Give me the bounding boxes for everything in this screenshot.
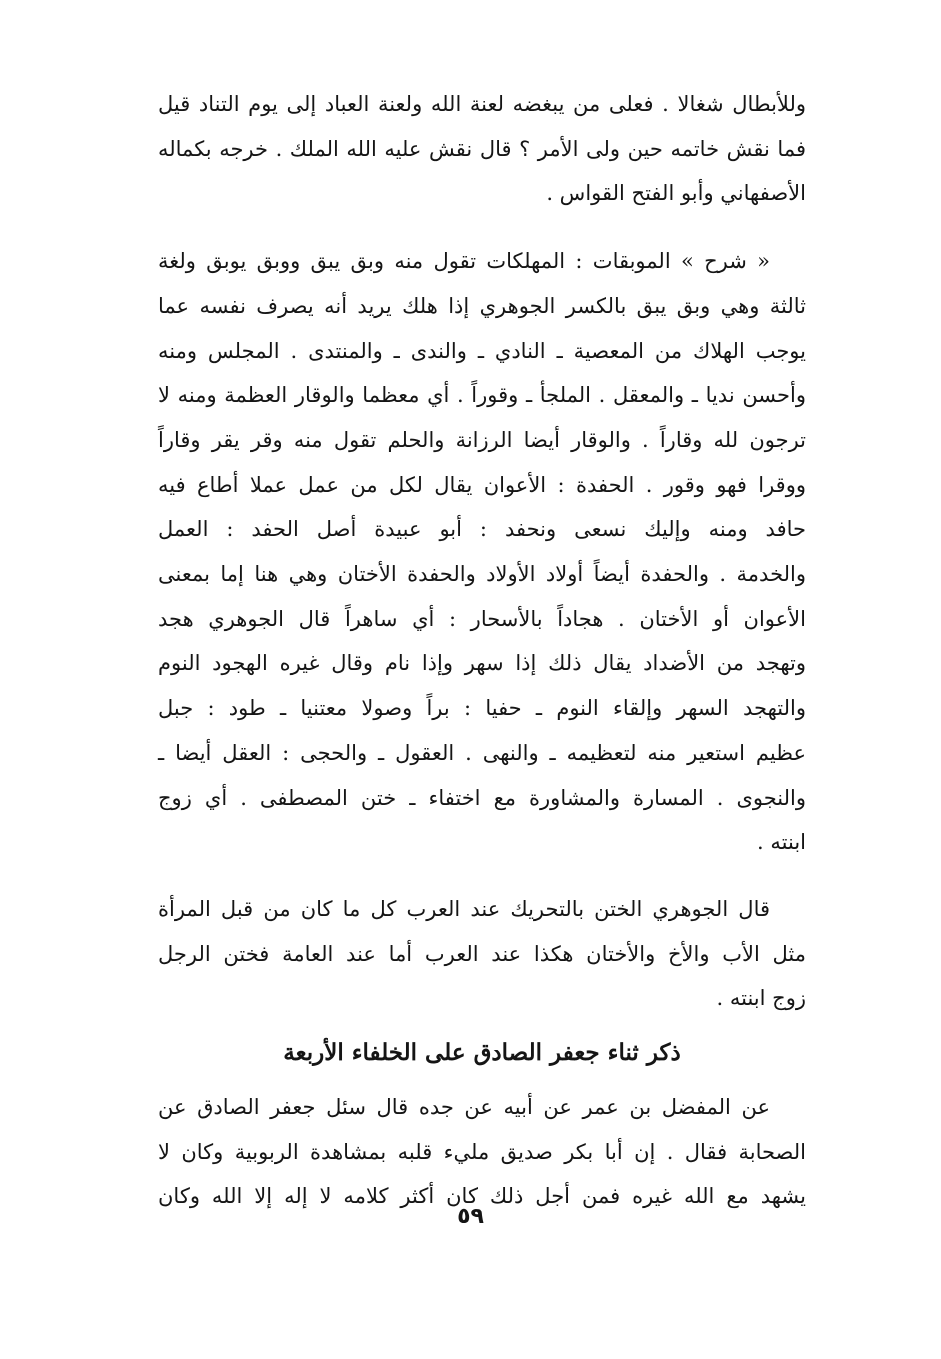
text-line: الأعوان أو الأختان . هجاداً بالأسحار : أي ساهراً قال الجوهري هجد	[158, 606, 806, 631]
section-heading: ذكر ثناء جعفر الصادق على الخلفاء الأربعة	[283, 1039, 681, 1067]
page-body	[158, 82, 806, 1219]
text-line: الصحابة فقال . إن أبا بكر صديق مليء قلبه بمشاهدة الربوبية وكان لا	[158, 1139, 806, 1164]
text-line: حافد ومنه وإليك نسعى ونحفد : أبو عبيدة أصل الحفد : العمل	[158, 517, 806, 542]
paragraph-3	[158, 887, 806, 1021]
text-line: ووقرا فهو وقور . الحفدة : الأعوان يقال لكل من عمل عملا أطاع فيه	[158, 472, 806, 497]
paragraph-gap	[158, 865, 806, 887]
text-line: وتهجد من الأضداد يقال ذلك إذا سهر وإذا نام وقال غيره الهجود النوم	[158, 651, 806, 676]
text-line: يوجب الهلاك من المعصية ـ النادي ـ والندى ـ والمنتدى . المجلس ومنه	[158, 338, 806, 363]
text-line: عن المفضل بن عمر عن أبيه عن جده قال سئل جعفر الصادق عن	[158, 1095, 770, 1120]
text-line: مثل الأب والأخ والأختان هكذا عند العرب أما عند العامة فختن الرجل	[158, 941, 806, 966]
paragraph-2	[158, 239, 806, 865]
text-line: ترجون لله وقاراً . والوقار أيضا الرزانة والحلم تقول منه وقر يقر وقاراً	[158, 427, 806, 452]
text-line: زوج ابنته .	[716, 986, 806, 1011]
text-line: عظيم استعير منه لتعظيمه ـ والنهى . العقول ـ والحجى : العقل أيضا ـ	[158, 740, 806, 765]
page-number: ٥٩	[457, 1204, 484, 1229]
paragraph-4	[158, 1085, 806, 1219]
text-line: وللأبطال شغالا . فعلى من يبغضه لعنة الله ولعنة العباد إلى يوم التناد قيل	[158, 92, 806, 116]
text-line: « شرح » الموبقات : المهلكات تقول منه وبق يبق ووبق يوبق ولغة	[158, 249, 770, 274]
text-line: والنجوى . المسارة والمشاورة مع اختفاء ـ ختن المصطفى . أي زوج	[158, 785, 806, 810]
text-line: قال الجوهري الختن بالتحريك عند العرب كل ما كان من قبل المرأة	[158, 896, 770, 921]
text-line: وأحسن نديا ـ والمعقل . الملجأ ـ وقوراً . أي معظما والوقار العظمة ومنه لا	[158, 383, 806, 408]
text-line: الأصفهاني وأبو الفتح القواس .	[546, 181, 806, 206]
paragraph-1	[158, 82, 806, 216]
paragraph-gap	[158, 1021, 806, 1031]
paragraph-gap	[158, 216, 806, 239]
text-line: والخدمة . والحفدة أيضاً أولاد الأولاد والحفدة الأختان وهي هنا إما بمعنى	[158, 562, 806, 587]
text-line: يشهد مع الله غيره فمن أجل ذلك كان أكثر كلامه لا إله إلا الله وكان	[158, 1184, 806, 1209]
text-line: والتهجد السهر وإلقاء النوم ـ حفيا : براً وصولا معتنيا ـ طود : جبل	[158, 696, 806, 721]
text-line: فما نقش خاتمه حين ولى الأمر ؟ قال نقش عليه الله الملك . خرجه بكماله	[158, 136, 806, 161]
paragraph-gap	[158, 1075, 806, 1085]
text-line: ابنته .	[757, 830, 806, 855]
text-line: ثالثة وهي وبق يبق بالكسر الجوهري إذا هلك يريد أنه يصرف نفسه عما	[158, 293, 806, 318]
